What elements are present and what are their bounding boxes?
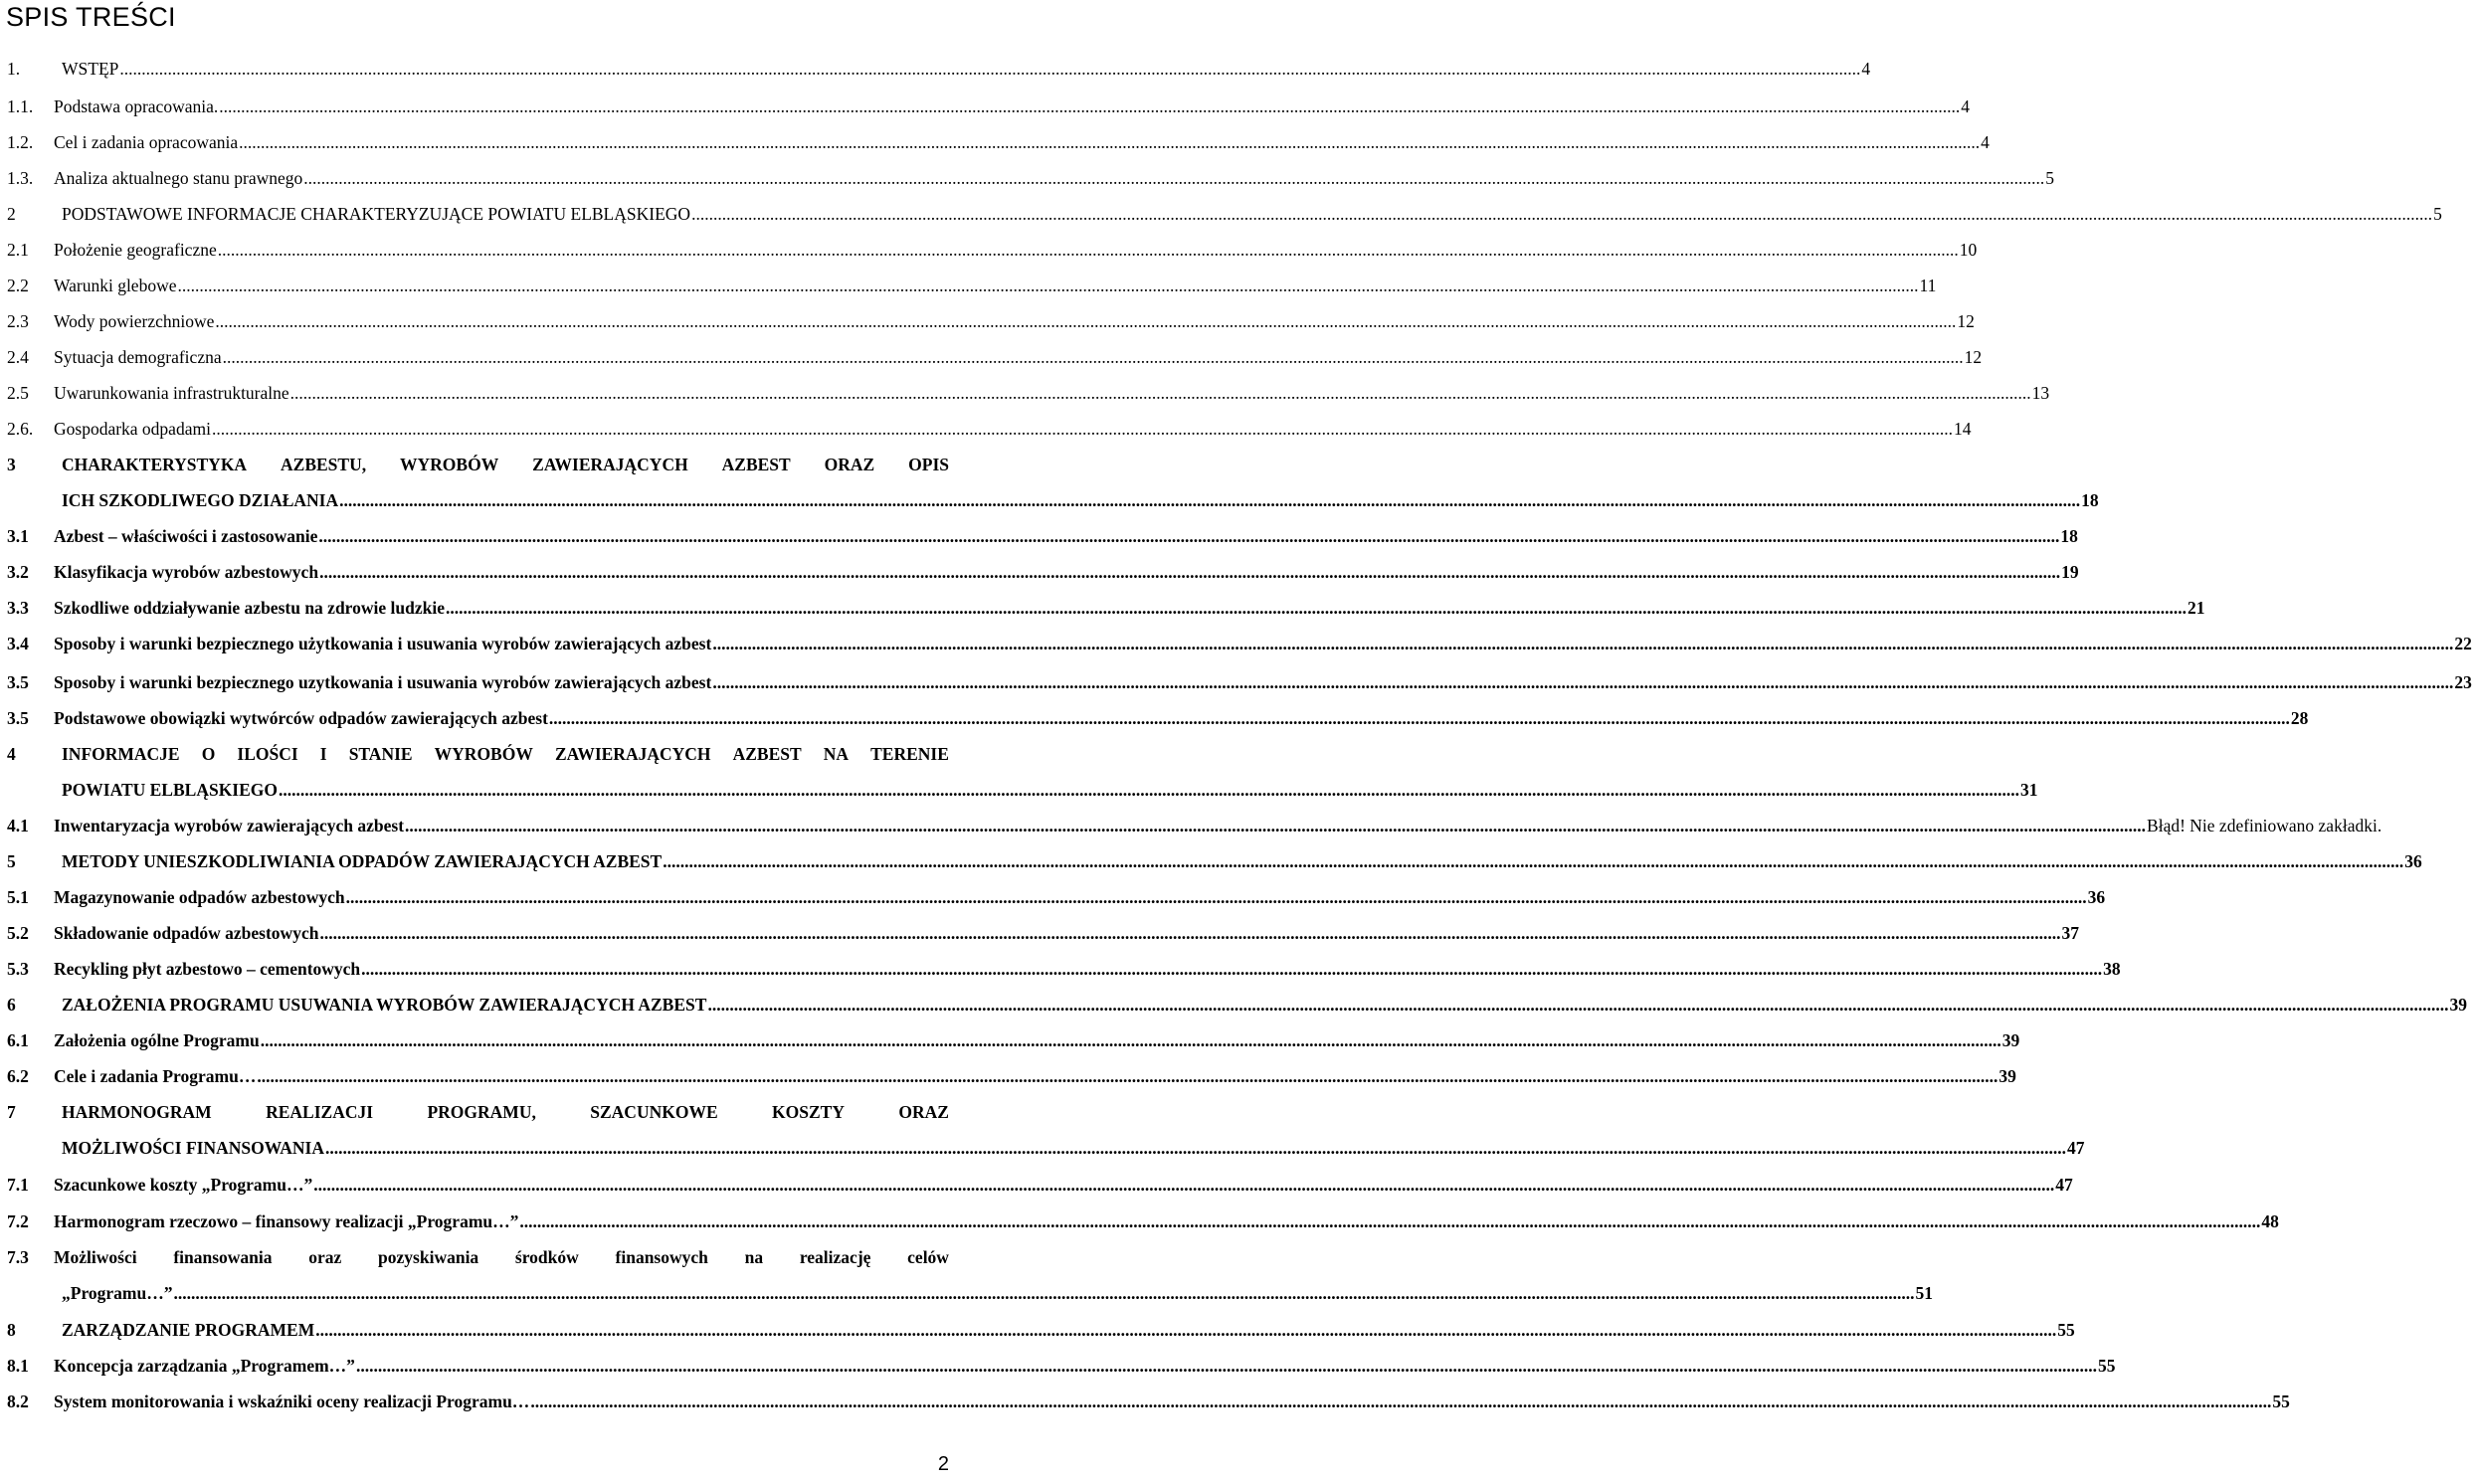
toc-entry-page: 39 (2001, 1030, 2020, 1050)
toc-entry-page: 18 (2081, 490, 2099, 510)
toc-leader-dots: ................................................................................................................................................................................................................................................................................................................................................................................................................ (691, 204, 2433, 224)
toc-entry-page: 22 (2454, 634, 2472, 653)
toc-entry-number: 2.1 (7, 240, 29, 260)
toc-entry-number: 2 (7, 204, 16, 224)
toc-entry-page: 51 (1915, 1283, 1933, 1303)
toc-entry-number: 7 (7, 1102, 16, 1122)
toc-entry-page: 36 (2087, 887, 2106, 907)
toc-entry-title: Składowanie odpadów azbestowych (54, 923, 319, 943)
toc-entry-page: 55 (2057, 1320, 2075, 1340)
toc-entry-title: ZAŁOŻENIA PROGRAMU USUWANIA WYROBÓW ZAWIERAJĄCYCH AZBEST (62, 995, 707, 1015)
toc-leader-dots: ................................................................................................................................................................................................................................................................................................................................................................................................................ (530, 1391, 2272, 1411)
toc-leader-dots: ................................................................................................................................................................................................................................................................................................................................................................................................................ (361, 959, 2103, 979)
toc-entry-page: 23 (2454, 672, 2472, 692)
toc-entry-page: 5 (2433, 204, 2442, 224)
toc-entry-title: „Programu…” (62, 1283, 173, 1303)
toc-leader-dots: ................................................................................................................................................................................................................................................................................................................................................................................................................ (519, 1211, 2261, 1231)
toc-leader-dots: ................................................................................................................................................................................................................................................................................................................................................................................................................ (355, 1356, 2097, 1376)
toc-entry-title: WSTĘP (62, 59, 119, 79)
toc-entry-title: Warunki glebowe (54, 276, 177, 295)
toc-entry-page: 37 (2061, 923, 2079, 943)
toc-entry-title: Podstawa opracowania. (54, 96, 219, 116)
toc-entry-number: 8.2 (7, 1391, 29, 1411)
toc-entry-page: 47 (2067, 1138, 2085, 1158)
toc-entry-page: 47 (2055, 1175, 2073, 1195)
toc-entry-title: Cel i zadania opracowania (54, 132, 239, 152)
toc-entry-page: 11 (1919, 276, 1937, 295)
toc-leader-dots: ................................................................................................................................................................................................................................................................................................................................................................................................................ (215, 311, 1957, 331)
toc-entry-number: 8 (7, 1320, 16, 1340)
toc-entry-number: 7.2 (7, 1211, 29, 1231)
toc-entry-page: 55 (2272, 1391, 2290, 1411)
toc-entry-number: 7.1 (7, 1175, 29, 1195)
toc-entry-page: 12 (1957, 311, 1975, 331)
toc-entry-title: Założenia ogólne Programu (54, 1030, 260, 1050)
toc-entry-title: Magazynowanie odpadów azbestowych (54, 887, 345, 907)
toc-entry-number: 3.2 (7, 562, 29, 582)
toc-entry-title: Podstawowe obowiązki wytwórców odpadów zawierających azbest (54, 708, 548, 728)
toc-entry-page: 31 (2020, 780, 2038, 800)
toc-entry-page: 13 (2031, 383, 2050, 403)
toc-entry-title: Położenie geograficzne (54, 240, 217, 260)
toc-entry-number: 4.1 (7, 816, 29, 835)
toc-leader-dots: ................................................................................................................................................................................................................................................................................................................................................................................................................ (548, 708, 2290, 728)
toc-entry-page: 48 (2261, 1211, 2279, 1231)
toc-entry-title: Szacunkowe koszty „Programu…” (54, 1175, 313, 1195)
toc-leader-dots: ................................................................................................................................................................................................................................................................................................................................................................................................................ (405, 816, 2147, 835)
toc-entry-page: 21 (2187, 598, 2205, 618)
toc-entry-title: Gospodarka odpadami (54, 419, 211, 439)
toc-entry-number: 6 (7, 995, 16, 1015)
page-number: 2 (937, 1453, 949, 1475)
toc-leader-dots: ................................................................................................................................................................................................................................................................................................................................................................................................................ (319, 562, 2061, 582)
toc-entry-number: 6.2 (7, 1066, 29, 1086)
toc-leader-dots: ................................................................................................................................................................................................................................................................................................................................................................................................................ (173, 1283, 1915, 1303)
toc-leader-dots: ................................................................................................................................................................................................................................................................................................................................................................................................................ (279, 780, 2020, 800)
toc-leader-dots: ................................................................................................................................................................................................................................................................................................................................................................................................................ (313, 1175, 2055, 1195)
toc-leader-dots: ................................................................................................................................................................................................................................................................................................................................................................................................................ (318, 526, 2060, 546)
toc-entry-number: 8.1 (7, 1356, 29, 1376)
toc-entry-number: 3.5 (7, 672, 29, 692)
toc-entry-title-line1: CHARAKTERYSTYKA AZBESTU, WYROBÓW ZAWIERAJĄCYCH AZBEST ORAZ OPIS (62, 455, 949, 474)
toc-entry-page: 4 (1861, 59, 1871, 79)
toc-entry-number: 2.5 (7, 383, 29, 403)
toc-entry-number: 2.4 (7, 347, 29, 367)
toc-entry-number: 3 (7, 455, 16, 474)
toc-entry-title: Recykling płyt azbestowo – cementowych (54, 959, 361, 979)
toc-entry-number: 3.5 (7, 708, 29, 728)
toc-leader-dots: ................................................................................................................................................................................................................................................................................................................................................................................................................ (217, 240, 1959, 260)
toc-entry-page: 14 (1953, 419, 1972, 439)
toc-entry-number: 6.1 (7, 1030, 29, 1050)
toc-entry-title: Analiza aktualnego stanu prawnego (54, 168, 303, 188)
toc-entry-page: 12 (1964, 347, 1983, 367)
toc-leader-dots: ................................................................................................................................................................................................................................................................................................................................................................................................................ (239, 132, 1981, 152)
toc-entry-number: 2.6. (7, 419, 34, 439)
toc-entry-title: Inwentaryzacja wyrobów zawierających azbest (54, 816, 405, 835)
toc-entry-title: Szkodliwe oddziaływanie azbestu na zdrowie ludzkie (54, 598, 445, 618)
toc-entry-page: 19 (2061, 562, 2079, 582)
toc-entry-page: 4 (1981, 132, 1990, 152)
toc-leader-dots: ................................................................................................................................................................................................................................................................................................................................................................................................................ (289, 383, 2031, 403)
toc-leader-dots: ................................................................................................................................................................................................................................................................................................................................................................................................................ (325, 1138, 2066, 1158)
toc-entry-number: 3.3 (7, 598, 29, 618)
toc-entry-page: 5 (2045, 168, 2055, 188)
toc-entry-number: 5 (7, 851, 16, 871)
toc-entry-title: Sytuacja demograficzna (54, 347, 222, 367)
toc-entry-number: 7.3 (7, 1247, 29, 1267)
toc-entry-title: Klasyfikacja wyrobów azbestowych (54, 562, 319, 582)
toc-entry-number: 3.1 (7, 526, 29, 546)
toc-entry-title: Sposoby i warunki bezpiecznego użytkowania i usuwania wyrobów zawierających azbest (54, 634, 712, 653)
toc-leader-dots: ................................................................................................................................................................................................................................................................................................................................................................................................................ (177, 276, 1919, 295)
toc-entry-number: 5.2 (7, 923, 29, 943)
toc-leader-dots: ................................................................................................................................................................................................................................................................................................................................................................................................................ (339, 490, 2081, 510)
toc-leader-dots: ................................................................................................................................................................................................................................................................................................................................................................................................................ (445, 598, 2187, 618)
toc-entry-number: 1.3. (7, 168, 34, 188)
toc-entry-page: 18 (2060, 526, 2078, 546)
toc-leader-dots: ................................................................................................................................................................................................................................................................................................................................................................................................................ (319, 923, 2061, 943)
toc-entry-title: Azbest – właściwości i zastosowanie (54, 526, 318, 546)
toc-leader-dots: ................................................................................................................................................................................................................................................................................................................................................................................................................ (303, 168, 2045, 188)
toc-entry-number: 4 (7, 744, 16, 764)
toc-leader-dots: ................................................................................................................................................................................................................................................................................................................................................................................................................ (315, 1320, 2057, 1340)
toc-leader-dots: ................................................................................................................................................................................................................................................................................................................................................................................................................ (219, 96, 1961, 116)
toc-entry-number: 1.1. (7, 96, 34, 116)
toc-entry-page: 38 (2103, 959, 2121, 979)
toc-entry-page: 28 (2290, 708, 2309, 728)
toc-entry-title: Harmonogram rzeczowo – finansowy realizacji „Programu…” (54, 1211, 519, 1231)
toc-leader-dots: ................................................................................................................................................................................................................................................................................................................................................................................................................ (222, 347, 1964, 367)
toc-entry-title: ZARZĄDZANIE PROGRAMEM (62, 1320, 315, 1340)
toc-entry-number: 2.2 (7, 276, 29, 295)
toc-leader-dots: ................................................................................................................................................................................................................................................................................................................................................................................................................ (257, 1066, 1998, 1086)
toc-entry-title: MOŻLIWOŚCI FINANSOWANIA (62, 1138, 324, 1158)
toc-entry-number: 3.4 (7, 634, 29, 653)
page-title: SPIS TREŚCI (6, 2, 176, 32)
toc-entry-title: POWIATU ELBLĄSKIEGO (62, 780, 279, 800)
toc-entry-title: Cele i zadania Programu… (54, 1066, 257, 1086)
toc-entry-title-line1: Możliwości finansowania oraz pozyskiwania środków finansowych na realizację celów (54, 1247, 949, 1267)
toc-entry-page: 4 (1961, 96, 1970, 116)
toc-entry-title: ICH SZKODLIWEGO DZIAŁANIA (62, 490, 339, 510)
toc-entry-title: Wody powierzchniowe (54, 311, 215, 331)
toc-entry-title: Koncepcja zarządzania „Programem…” (54, 1356, 355, 1376)
toc-entry-page: 10 (1959, 240, 1978, 260)
toc-entry-page: 55 (2097, 1356, 2116, 1376)
toc-leader-dots: ................................................................................................................................................................................................................................................................................................................................................................................................................ (712, 634, 2454, 653)
toc-entry-title: Uwarunkowania infrastrukturalne (54, 383, 289, 403)
toc-leader-dots: ................................................................................................................................................................................................................................................................................................................................................................................................................ (345, 887, 2087, 907)
toc-leader-dots: ................................................................................................................................................................................................................................................................................................................................................................................................................ (119, 59, 1861, 79)
toc-entry-number: 5.3 (7, 959, 29, 979)
toc-entry-number: 2.3 (7, 311, 29, 331)
toc-entry-title: METODY UNIESZKODLIWIANIA ODPADÓW ZAWIERAJĄCYCH AZBEST (62, 851, 663, 871)
toc-entry-title: System monitorowania i wskaźniki oceny realizacji Programu… (54, 1391, 530, 1411)
toc-leader-dots: ................................................................................................................................................................................................................................................................................................................................................................................................................ (712, 672, 2454, 692)
toc-leader-dots: ................................................................................................................................................................................................................................................................................................................................................................................................................ (211, 419, 1953, 439)
toc-entry-page: 36 (2404, 851, 2422, 871)
toc-entry-page: 39 (2449, 995, 2467, 1015)
toc-leader-dots: ................................................................................................................................................................................................................................................................................................................................................................................................................ (663, 851, 2404, 871)
toc-entry-title: PODSTAWOWE INFORMACJE CHARAKTERYZUJĄCE POWIATU ELBLĄSKIEGO (62, 204, 691, 224)
toc-entry-number: 1.2. (7, 132, 34, 152)
toc-entry-page: 39 (1998, 1066, 2016, 1086)
toc-entry-number: 5.1 (7, 887, 29, 907)
toc-entry-number: 1. (7, 59, 21, 79)
toc-entry-title: Sposoby i warunki bezpiecznego uzytkowania i usuwania wyrobów zawierających azbest (54, 672, 712, 692)
toc-entry-title-line1: INFORMACJE O ILOŚCI I STANIE WYROBÓW ZAWIERAJĄCYCH AZBEST NA TERENIE (62, 744, 949, 764)
toc-entry-title-line1: HARMONOGRAM REALIZACJI PROGRAMU, SZACUNKOWE KOSZTY ORAZ (62, 1102, 949, 1122)
toc-entry-page: Błąd! Nie zdefiniowano zakładki. (2147, 816, 2382, 835)
toc-leader-dots: ................................................................................................................................................................................................................................................................................................................................................................................................................ (260, 1030, 2001, 1050)
toc-leader-dots: ................................................................................................................................................................................................................................................................................................................................................................................................................ (707, 995, 2449, 1015)
